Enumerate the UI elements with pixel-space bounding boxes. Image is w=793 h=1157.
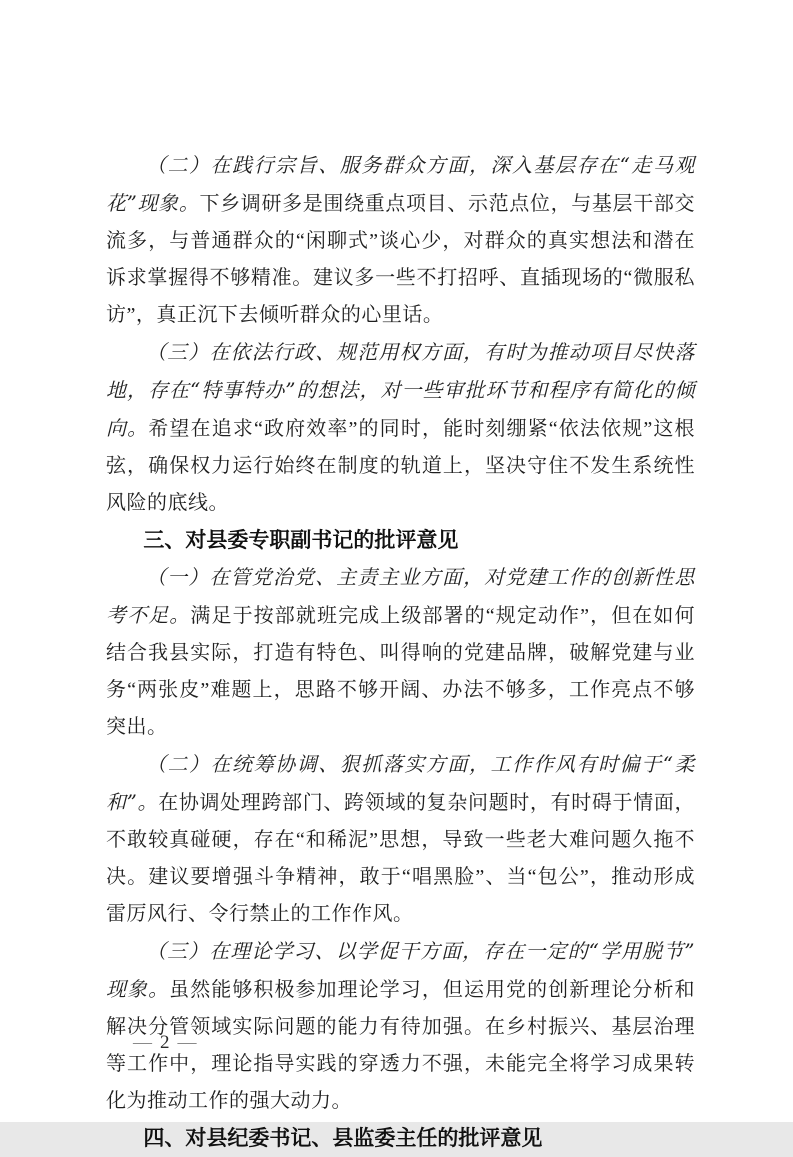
- page-number: [133, 1031, 197, 1055]
- emphasis-sentence: （三）在理论学习、以学促干方面，存在一定的“学用脱节”现象。: [106, 939, 695, 1001]
- emphasis-sentence: （三）在依法行政、规范用权方面，有时为推动项目尽快落地，存在“特事特办”的想法，对一些审批环节和程序有简化的倾向。: [106, 340, 695, 440]
- page-number-dash-right: —: [177, 1032, 197, 1053]
- document-body: [106, 147, 695, 1157]
- emphasis-sentence: （二）在统筹协调、狠抓落实方面，工作作风有时偏于“柔和”。: [106, 752, 695, 814]
- body-text: 希望在追求“政府效率”的同时，能时刻绷紧“依法依规”这根弦，确保权力运行始终在制度的轨道上，坚决守住不发生系统性风险的底线。: [106, 418, 695, 514]
- paragraph-lawful-administration: [106, 334, 695, 522]
- body-text: 下乡调研多是围绕重点项目、示范点位，与基层干部交流多，与普通群众的“闲聊式”谈心少，对群众的真实想法和潜在诉求掌握得不够精准。建议多一些不打招呼、直插现场的“微服私访”，真正沉下去倾听群众的心里话。: [106, 193, 696, 326]
- body-text: 在协调处理跨部门、跨领域的复杂问题时，有时碍于情面，不敢较真碰硬，存在“和稀泥”思想，导致一些老大难问题久拖不决。建议要增强斗争精神，敢于“唱黑脸”、当“包公”，推动形成雷厉风行、令行禁止的工作作风。: [106, 792, 695, 925]
- section-heading-four: 四、对县纪委书记、县监委主任的批评意见: [143, 1127, 543, 1150]
- body-text: 满足于按部就班完成上级部署的“规定动作”，但在如何结合我县实际，打造有特色、叫得响的党建品牌，破解党建与业务“两张皮”难题上，思路不够开阔、办法不够多，工作亮点不够突出。: [106, 605, 695, 738]
- body-text: 虽然能够积极参加理论学习，但运用党的创新理论分析和解决分管领域实际问题的能力有待加强。在乡村振兴、基层治理等工作中，理论指导实践的穿透力不强，未能完全将学习成果转化为推动工作的强大动力。: [106, 979, 696, 1112]
- paragraph-party-building: [106, 559, 695, 746]
- emphasis-sentence: （一）在管党治党、主责主业方面，对党建工作的创新性思考不足。: [106, 565, 695, 627]
- paragraph-theory-study: [106, 933, 695, 1120]
- page-number-value: 2: [160, 1032, 170, 1053]
- page-number-dash-left: —: [133, 1032, 152, 1053]
- paragraph-coordination-style: [106, 746, 695, 933]
- emphasis-sentence: （二）在践行宗旨、服务群众方面，深入基层存在“走马观花”现象。: [106, 153, 695, 215]
- section-heading-three: 三、对县委专职副书记的批评意见: [143, 529, 459, 552]
- paragraph-serve-masses: [106, 147, 695, 334]
